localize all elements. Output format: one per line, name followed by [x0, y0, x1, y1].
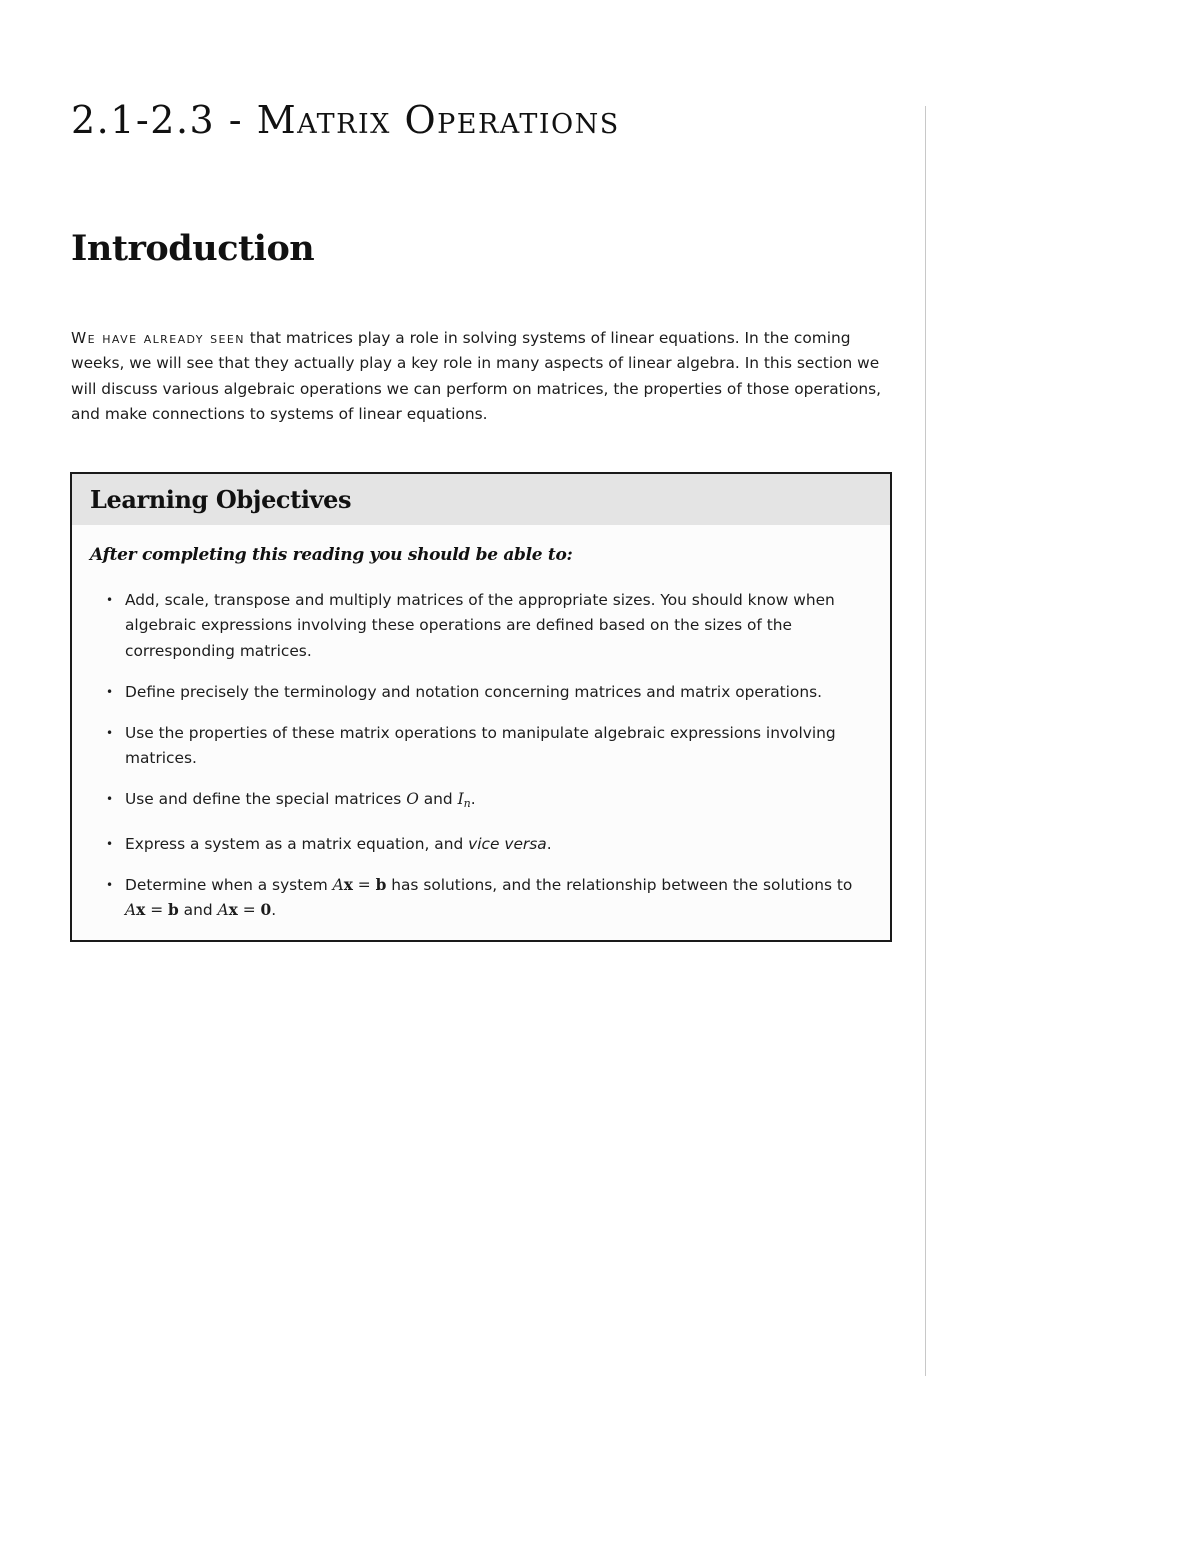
objective-text: Define precisely the terminology and notation concerning matrices and matrix operations. — [125, 682, 823, 701]
objective-text: and — [178, 901, 218, 920]
section-heading-introduction: Introduction — [71, 228, 315, 269]
math-zero-matrix: O — [406, 789, 419, 808]
learning-objectives-body — [72, 525, 890, 924]
math-vector-x: x — [343, 875, 353, 894]
math-identity-matrix: I — [457, 789, 464, 808]
math-matrix-a: A — [125, 901, 137, 920]
objective-text: Use the properties of these matrix operations to manipulate algebraic expressions involving matrices. — [125, 723, 836, 768]
bullet-icon: • — [106, 684, 114, 699]
objective-item — [90, 680, 872, 705]
intro-paragraph — [71, 326, 883, 428]
math-matrix-a: A — [332, 875, 344, 894]
objective-emphasis: vice versa — [468, 834, 547, 853]
math-equals: = — [145, 901, 168, 920]
bullet-icon: • — [106, 593, 114, 607]
objective-text: Use and define the special matrices — [125, 789, 407, 808]
math-equals: = — [352, 875, 376, 894]
learning-objectives-list — [90, 588, 872, 924]
math-matrix-a: A — [217, 901, 229, 920]
intro-body: that matrices play a role in solving systems of linear equations. In the coming weeks, we will see that they actually play a key role in many aspects of linear algebra. In this section we will discuss various algebraic operations we can perform on matrices, the properties of those operations, and make connections to systems of linear equations. — [71, 329, 882, 424]
math-vector-x: x — [136, 901, 146, 920]
objective-item — [90, 832, 872, 857]
page-title: 2.1-2.3 - Matrix Operations — [71, 98, 620, 142]
math-zero-vector: 0 — [260, 901, 272, 920]
bullet-icon: • — [106, 877, 114, 892]
objective-text: Express a system as a matrix equation, and — [125, 834, 469, 853]
objective-item — [90, 873, 872, 924]
objective-text: and — [418, 789, 458, 808]
bullet-icon: • — [106, 836, 114, 851]
math-vector-b: b — [375, 875, 387, 894]
learning-objectives-lead: After completing this reading you should be able to: — [90, 545, 573, 565]
intro-lead-in: We have already seen — [71, 329, 245, 347]
objective-item — [90, 588, 872, 664]
learning-objectives-box — [70, 472, 892, 942]
objective-text: . — [271, 901, 277, 920]
margin-divider — [925, 106, 926, 1376]
math-identity-subscript: n — [463, 796, 471, 810]
bullet-icon: • — [106, 791, 114, 806]
math-vector-x: x — [228, 901, 238, 920]
learning-objectives-title: Learning Objectives — [90, 485, 352, 514]
learning-objectives-header — [72, 474, 890, 525]
math-vector-b: b — [168, 901, 179, 920]
objective-text: has solutions, and the relationship between the solutions to — [386, 875, 853, 894]
math-equals: = — [237, 901, 261, 920]
bullet-icon: • — [106, 725, 114, 740]
objective-text: . — [470, 789, 476, 808]
objective-text: Determine when a system — [125, 875, 333, 894]
objective-text: . — [546, 834, 552, 853]
objective-item — [90, 721, 872, 772]
objective-text: Add, scale, transpose and multiply matrices of the appropriate sizes. You should know when algebraic expressions involving these operations are defined based on the sizes of the corresponding matrices. — [125, 591, 835, 660]
objective-item — [90, 787, 872, 816]
